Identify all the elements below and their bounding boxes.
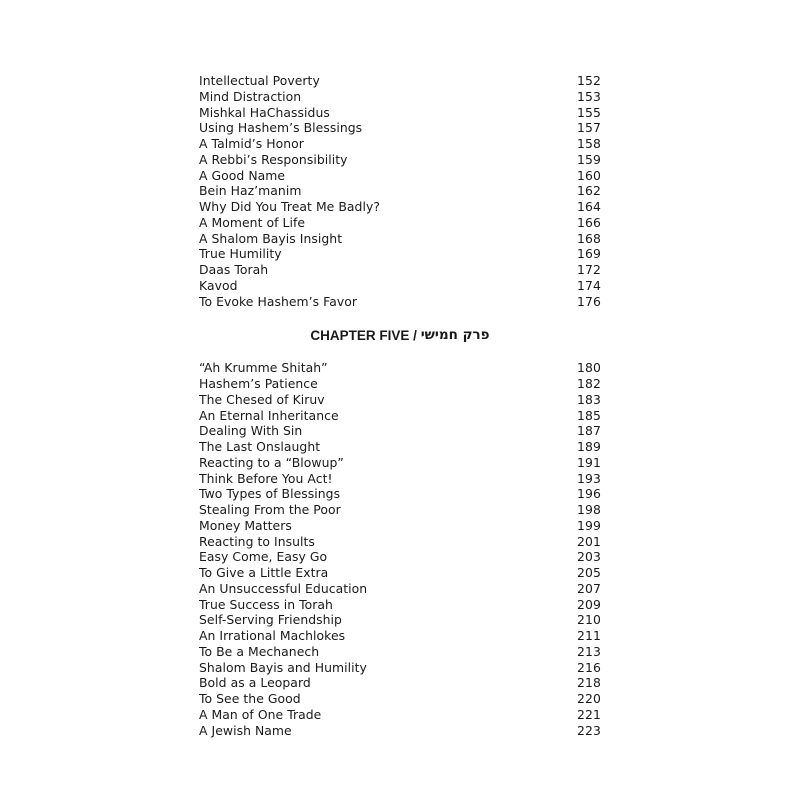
chapter-five-heading [199,310,601,360]
toc-entry [199,660,601,676]
toc-entry-page-number: 210 [577,612,601,628]
toc-entry [199,183,601,199]
toc-entry-title: Easy Come, Easy Go [199,549,328,565]
toc-entry-page-number: 187 [577,423,601,439]
toc-entry [199,691,601,707]
toc-entry-page-number: 162 [577,183,601,199]
toc-entry-page-number: 221 [577,706,601,722]
toc-entry-page-number: 169 [577,246,601,262]
toc-entry-title: Mind Distraction [199,88,302,104]
toc-entry-page-number: 176 [577,293,601,309]
toc-entry [199,581,601,597]
toc-entry-page-number: 203 [577,549,601,565]
toc-list-chapter-five [199,360,601,738]
toc-entry-page-number: 218 [577,675,601,691]
toc-entry [199,628,601,644]
toc-entry-title: Kavod [199,277,238,293]
toc-entry-title: Hashem’s Patience [199,376,318,391]
toc-entry-page-number: 223 [577,722,601,738]
toc-entry-title: An Eternal Inheritance [199,407,339,423]
toc-entry [199,612,601,628]
toc-entry [199,675,601,691]
toc-entry [199,199,601,215]
toc-entry-page-number: 213 [577,643,601,659]
toc-entry-page-number: 220 [577,691,601,706]
toc-entry-title: To See the Good [199,691,301,706]
toc-entry [199,455,601,471]
toc-entry-page-number: 157 [577,120,601,136]
toc-entry [199,597,601,613]
toc-entry-title: The Chesed of Kiruv [199,391,325,407]
toc-entry-title: “Ah Krumme Shitah” [199,360,328,376]
toc-entry-title: True Success in Torah [199,596,333,612]
toc-entry-title: Bein Haz’manim [199,183,302,199]
toc-entry-page-number: 160 [577,167,601,183]
toc-entry-page-number: 185 [577,407,601,423]
toc-entry-page-number: 166 [577,214,601,230]
toc-entry-title: Two Types of Blessings [199,486,341,502]
toc-entry-page-number: 205 [577,565,601,580]
toc-entry-title: An Unsuccessful Education [199,580,368,596]
toc-entry-page-number: 191 [577,454,601,470]
toc-entry [199,89,601,105]
toc-entry-title: Why Did You Treat Me Badly? [199,199,380,214]
toc-entry [199,294,601,310]
toc-entry [199,152,601,168]
toc-entry-page-number: 201 [577,533,601,549]
toc-entry-page-number: 152 [577,73,601,88]
toc-entry [199,471,601,487]
toc-entry [199,168,601,184]
toc-entry-page-number: 168 [577,230,601,246]
toc-entry-title: A Moment of Life [199,214,306,230]
toc-entry-page-number: 199 [577,517,601,533]
toc-entry-title: Self-Serving Friendship [199,612,342,628]
toc-entry-page-number: 180 [577,360,601,376]
toc-entry [199,231,601,247]
toc-entry [199,723,601,739]
toc-entry-page-number: 189 [577,439,601,454]
toc-entry-title: A Talmid’s Honor [199,136,304,151]
toc-entry [199,408,601,424]
toc-list-section-one [199,73,601,309]
toc-entry-title: Stealing From the Poor [199,502,341,517]
toc-entry [199,502,601,518]
toc-entry [199,246,601,262]
toc-entry-title: Reacting to Insults [199,533,315,549]
toc-entry-page-number: 159 [577,151,601,167]
toc-entry-title: Dealing With Sin [199,423,303,439]
toc-entry-title: To Be a Mechanech [199,643,320,659]
toc-entry-page-number: 158 [577,136,601,151]
toc-entry-page-number: 196 [577,486,601,502]
toc-entry-title: A Good Name [199,167,286,183]
toc-entry [199,707,601,723]
toc-entry-page-number: 155 [577,104,601,120]
toc-entry-title: To Evoke Hashem’s Favor [199,293,358,309]
table-of-contents [199,73,601,738]
toc-entry-title: A Rebbi’s Responsibility [199,151,348,167]
toc-entry-page-number: 216 [577,659,601,675]
toc-entry-page-number: 198 [577,502,601,517]
toc-entry-title: The Last Onslaught [199,439,321,454]
toc-entry [199,644,601,660]
toc-entry-title: A Shalom Bayis Insight [199,230,343,246]
toc-entry-page-number: 183 [577,391,601,407]
toc-entry [199,376,601,392]
toc-entry [199,534,601,550]
toc-entry-title: A Jewish Name [199,722,292,738]
toc-entry [199,439,601,455]
toc-entry [199,262,601,278]
toc-entry-title: Money Matters [199,517,292,533]
toc-entry-page-number: 153 [577,88,601,104]
toc-entry-page-number: 164 [577,199,601,214]
toc-entry-page-number: 172 [577,262,601,277]
toc-entry-page-number: 193 [577,470,601,486]
toc-entry [199,105,601,121]
toc-entry-page-number: 174 [577,277,601,293]
toc-entry-title: To Give a Little Extra [199,565,329,580]
toc-entry-title: An Irrational Machlokes [199,628,346,643]
toc-entry-title: True Humility [199,246,282,262]
chapter-heading-english: CHAPTER FIVE / [310,327,417,343]
toc-entry-title: Using Hashem’s Blessings [199,120,363,136]
toc-entry-title: Shalom Bayis and Humility [199,659,367,675]
toc-entry [199,549,601,565]
toc-entry [199,423,601,439]
toc-entry [199,136,601,152]
toc-entry [199,518,601,534]
toc-entry-title: Reacting to a “Blowup” [199,454,344,470]
toc-entry-title: Think Before You Act! [199,470,333,486]
toc-entry [199,392,601,408]
toc-entry [199,73,601,89]
toc-entry [199,120,601,136]
toc-entry [199,565,601,581]
toc-entry [199,215,601,231]
toc-entry-page-number: 182 [577,376,601,391]
toc-entry [199,486,601,502]
toc-entry-title: Daas Torah [199,262,269,277]
toc-entry-title: Mishkal HaChassidus [199,104,330,120]
toc-entry-page-number: 209 [577,596,601,612]
toc-entry [199,360,601,376]
chapter-heading-hebrew: פרק חמישי [420,327,490,344]
toc-entry [199,278,601,294]
toc-entry-title: A Man of One Trade [199,706,322,722]
toc-entry-title: Bold as a Leopard [199,675,311,691]
toc-entry-page-number: 211 [577,628,601,643]
toc-entry-title: Intellectual Poverty [199,73,320,88]
toc-entry-page-number: 207 [577,580,601,596]
